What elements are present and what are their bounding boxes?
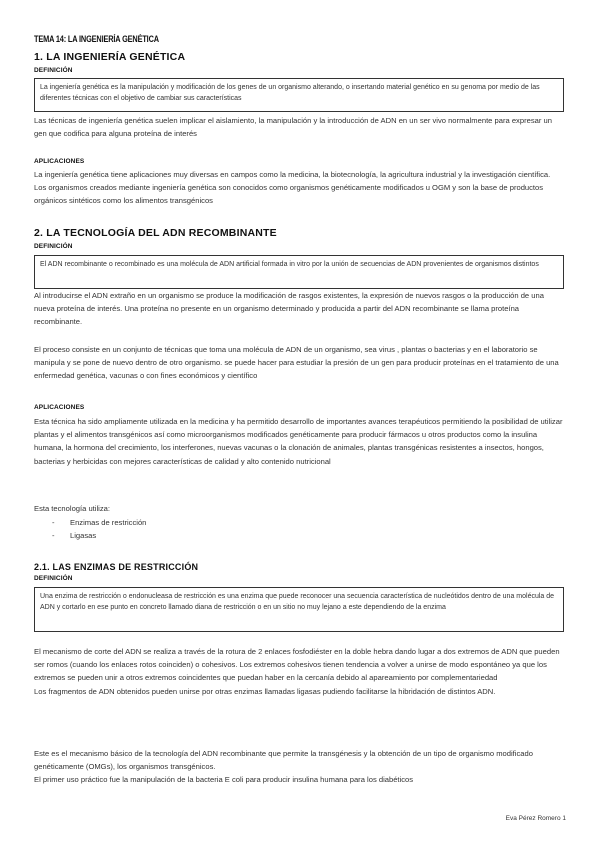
list-item: - Ligasas xyxy=(34,529,564,542)
paragraph-text: El mecanismo de corte del ADN se realiza a través de la rotura de 2 enlaces fosfodiéster en la doble hebra dando lugar a dos extremos de ADN que pueden ser romos (cuando los enlaces rotos coinciden) o cohesivos. Los extremos cohesivos tienen tendencia a volver a unirse de modo espontáneo ya que los extremos se pueden unir a otros extremos coincidentes que puedan haber en la cercanía debido al apareamiento por complementariedad xyxy=(34,647,560,683)
paragraph-text: Este es el mecanismo básico de la tecnología del ADN recombinante que permite la transgénesis y la obtención de un tipo de organismo modificado genéticamente (OMGs), los organismos transgénicos. xyxy=(34,749,533,772)
section-2-1-definition-box: Una enzima de restricción o endonucleasa de restricción es una enzima que puede reconocer una secuencia característica de nucleótidos dentro de una molécula de ADN y cortarlo en ese punto en concreto llamado diana de restricción o en un sitio no muy lejano a este dependiendo de la enzima xyxy=(34,587,564,632)
section-2-heading: 2. LA TECNOLOGÍA DEL ADN RECOMBINANTE xyxy=(34,227,277,239)
section-2-definition-box: El ADN recombinante o recombinado es una molécula de ADN artificial formada in vitro por la unión de secuencias de ADN provenientes de organismos distintos xyxy=(34,255,564,289)
section-1-applications-label: APLICACIONES xyxy=(34,158,85,165)
topic-title: TEMA 14: LA INGENIERÍA GENÉTICA xyxy=(34,34,159,44)
section-2-1-definition-label: DEFINICIÓN xyxy=(34,575,73,582)
section-1-applications: La ingeniería genética tiene aplicaciones muy diversas en campos como la medicina, la biotecnología, la agricultura industrial y la investigación científica. Los organismos creados mediante ingeniería genética son conocidos como organismos genéticamente modificados u OGM y son la base de productos orgánicos sintéticos como los alimentos transgénicos xyxy=(34,170,551,206)
section-2-paragraph-2: El proceso consiste en un conjunto de técnicas que toma una molécula de ADN de un organismo, sea virus , plantas o bacterias y en el laboratorio se manipula y se pone de nuevo dentro de otro organismo. se puede hacer para estudiar la presión de un gen para producir proteínas en el tratamiento de una enfermedad genética, vacunas o con fines económicos y científico xyxy=(34,345,559,381)
section-2-1-paragraph-1 xyxy=(34,645,564,698)
section-1-heading: 1. LA INGENIERÍA GENÉTICA xyxy=(34,51,186,63)
section-2-uses-intro: Esta tecnología utiliza: xyxy=(34,504,110,513)
section-2-paragraph-1: Al introducirse el ADN extraño en un organismo se produce la modificación de rasgos existentes, la expresión de nuevos rasgos o la producción de una nueva proteína de interés. Una proteína no presente en un organismo determinado y producida a partir del ADN recombinante se llama proteína recombinante. xyxy=(34,291,544,327)
section-1-paragraph: Las técnicas de ingeniería genética suelen implicar el aislamiento, la manipulación y la introducción de ADN en un ser vivo normalmente para expresar un gen que codifica para alguna proteína de interés xyxy=(34,116,552,139)
section-2-applications-label: APLICACIONES xyxy=(34,404,85,411)
section-1-definition-box: La ingeniería genética es la manipulación y modificación de los genes de un organismo alterando, o insertando material genético en su genoma por medio de las diferentes técnicas con el objetivo de cambiar sus características xyxy=(34,78,564,112)
paragraph-text: Los fragmentos de ADN obtenidos pueden unirse por otras enzimas llamadas ligasas pudiendo facilitarse la hibridación de distintos ADN. xyxy=(34,686,496,696)
section-2-1-paragraph-2 xyxy=(34,747,564,787)
section-2-1-heading: 2.1. LAS ENZIMAS DE RESTRICCIÓN xyxy=(34,562,199,572)
page-footer: Eva Pérez Romero 1 xyxy=(505,815,566,822)
section-2-definition-label: DEFINICIÓN xyxy=(34,243,73,250)
paragraph-text: El primer uso práctico fue la manipulación de la bacteria E coli para producir insulina humana para los diabéticos xyxy=(34,775,414,785)
section-2-applications: Esta técnica ha sido ampliamente utilizada en la medicina y ha permitido desarrollo de importantes avances terapéuticos permitiendo la posibilidad de utilizar plantas y el alimentos transgénicos así como microorganismos modificados genéticamente para producir fármacos u otros productos como la insulina humana, la hormona del crecimiento, los interferones, nuevas vacunas o la clonación de animales, plantas transgénicas resistentes a insectos, hongos, bacterias y herbicidas con mejores características de calidad y alto contenido nutricional xyxy=(34,417,563,466)
section-2-uses-list xyxy=(34,516,564,542)
section-1-definition-label: DEFINICIÓN xyxy=(34,67,73,74)
list-item: - Enzimas de restricción xyxy=(34,516,564,529)
